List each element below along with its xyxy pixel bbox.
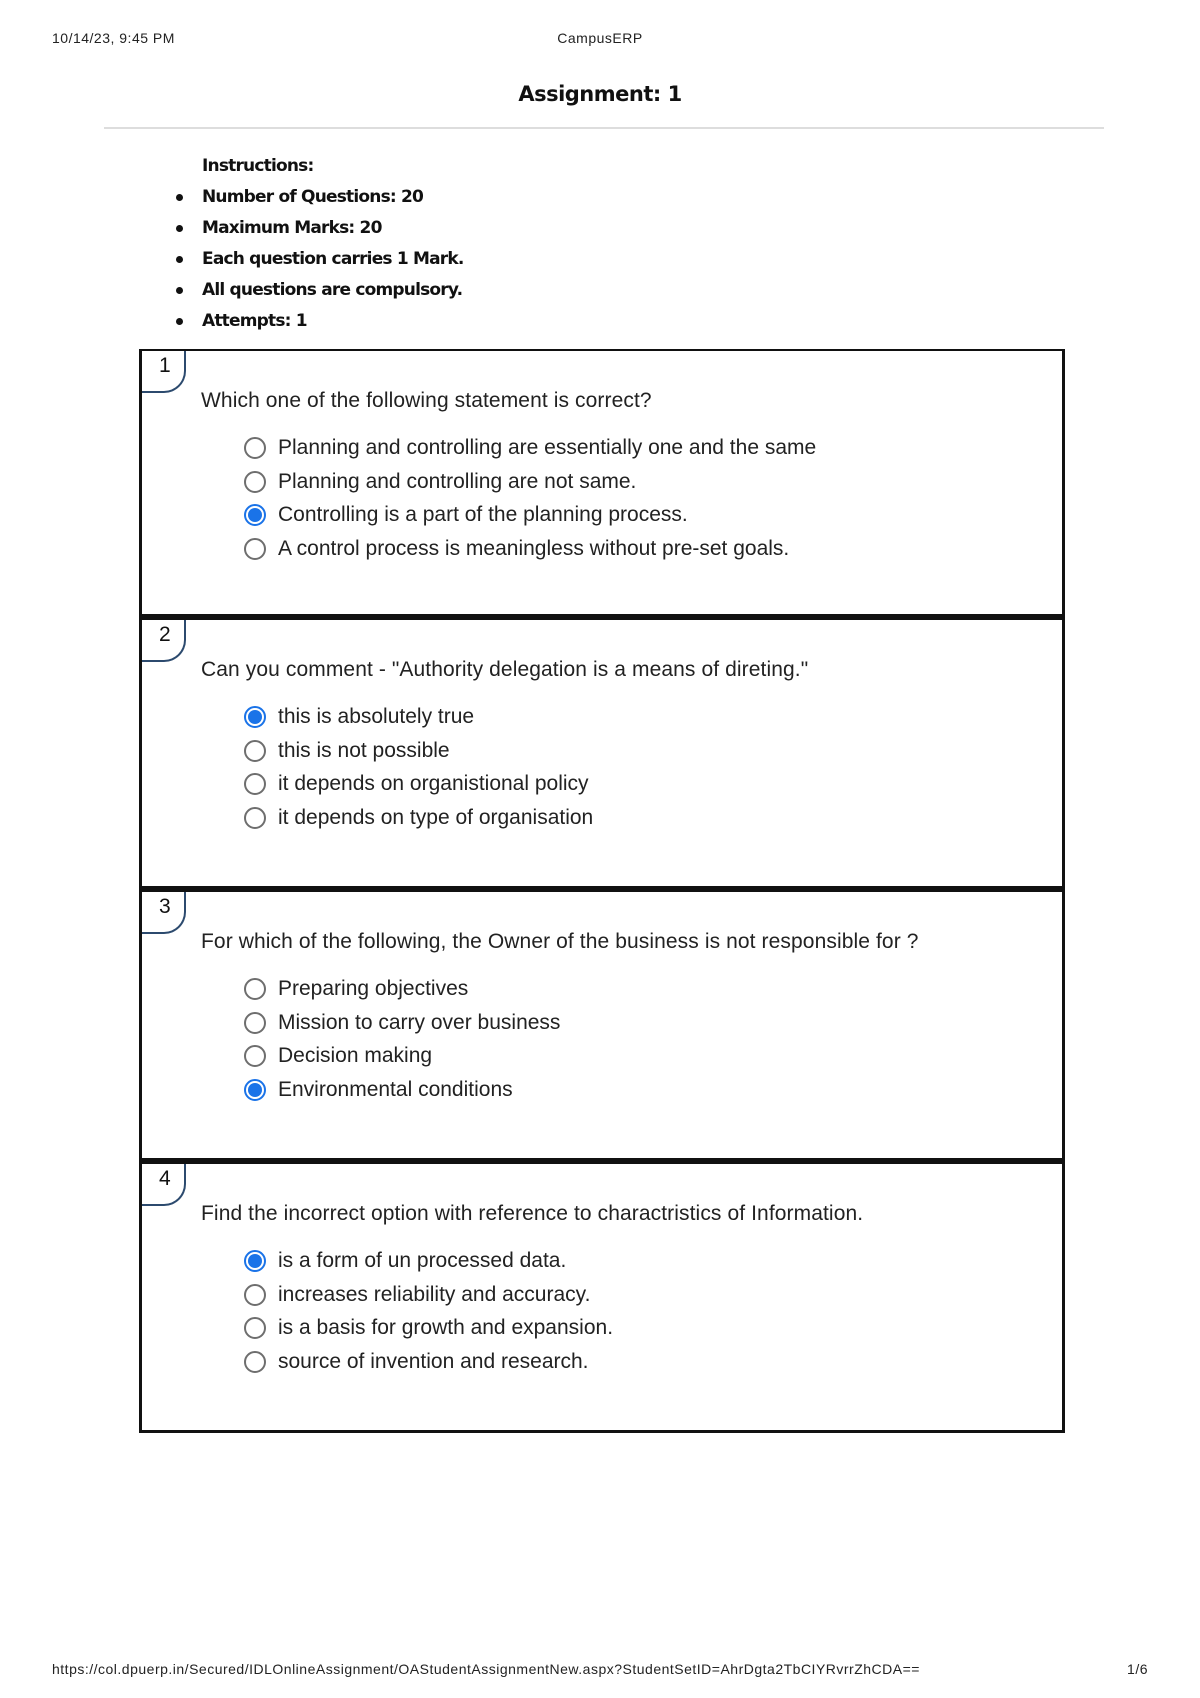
instruction-item: All questions are compulsory. [202, 277, 464, 308]
instruction-item: Number of Questions: 20 [202, 184, 464, 215]
radio-button[interactable] [244, 773, 266, 795]
radio-button[interactable] [244, 538, 266, 560]
question-number: 2 [142, 620, 186, 662]
instructions-heading: Instructions: [202, 156, 314, 176]
instruction-item: Attempts: 1 [202, 308, 464, 339]
question-number: 4 [142, 1164, 186, 1206]
instruction-item: Each question carries 1 Mark. [202, 246, 464, 277]
option-label: is a basis for growth and expansion. [278, 1316, 614, 1339]
instruction-item: Maximum Marks: 20 [202, 215, 464, 246]
radio-button[interactable] [244, 807, 266, 829]
question-number: 1 [142, 351, 186, 393]
bullet-icon [176, 318, 183, 325]
radio-button[interactable] [244, 1317, 266, 1339]
radio-button[interactable] [244, 1079, 266, 1101]
radio-button[interactable] [244, 978, 266, 1000]
bullet-icon [176, 256, 183, 263]
question-text: For which of the following, the Owner of the business is not responsible for ? [201, 930, 919, 953]
option-label: Planning and controlling are essentially one and the same [278, 436, 817, 459]
bullet-icon [176, 194, 183, 201]
question-text: Find the incorrect option with reference to charactristics of Information. [201, 1202, 864, 1225]
title-divider [104, 127, 1104, 129]
print-url: https://col.dpuerp.in/Secured/IDLOnlineAssignment/OAStudentAssignmentNew.aspx?StudentSetID=AhrDgta2TbCIYRvrrZhCDA== [52, 1661, 920, 1677]
print-header [52, 30, 1148, 50]
option-label: A control process is meaningless without pre-set goals. [278, 536, 790, 560]
option-label: Decision making [278, 1044, 433, 1067]
print-datetime: 10/14/23, 9:45 PM [52, 30, 175, 46]
option-label: this is absolutely true [278, 705, 475, 728]
bullet-icon [176, 287, 183, 294]
option-label: it depends on type of organisation [278, 805, 594, 829]
question-card [139, 889, 1065, 1161]
option-label: it depends on organistional policy [278, 772, 589, 795]
option-label: Mission to carry over business [278, 1010, 561, 1034]
option-label: Preparing objectives [278, 977, 469, 1000]
question-card [139, 617, 1065, 889]
option-label: Controlling is a part of the planning process. [278, 503, 688, 526]
option-label: Environmental conditions [278, 1077, 513, 1101]
instructions-block [202, 153, 464, 339]
radio-button[interactable] [244, 437, 266, 459]
bullet-icon [176, 225, 183, 232]
page-title: Assignment: 1 [518, 82, 682, 106]
radio-button[interactable] [244, 1284, 266, 1306]
print-footer [52, 1661, 1148, 1681]
radio-button[interactable] [244, 1250, 266, 1272]
option-label: Planning and controlling are not same. [278, 469, 637, 493]
option-label: is a form of un processed data. [278, 1249, 567, 1272]
radio-button[interactable] [244, 504, 266, 526]
instructions-list [202, 184, 464, 339]
question-text: Can you comment - "Authority delegation is a means of direting." [201, 658, 809, 681]
question-card [139, 349, 1065, 617]
option-label: increases reliability and accuracy. [278, 1282, 591, 1306]
question-text: Which one of the following statement is correct? [201, 389, 652, 412]
question-card [139, 1161, 1065, 1433]
print-site-title: CampusERP [557, 30, 643, 46]
radio-button[interactable] [244, 706, 266, 728]
option-label: source of invention and research. [278, 1349, 589, 1373]
option-label: this is not possible [278, 738, 450, 762]
radio-button[interactable] [244, 1012, 266, 1034]
radio-button[interactable] [244, 1045, 266, 1067]
radio-button[interactable] [244, 740, 266, 762]
question-number: 3 [142, 892, 186, 934]
radio-button[interactable] [244, 471, 266, 493]
page-indicator: 1/6 [1127, 1661, 1148, 1677]
radio-button[interactable] [244, 1351, 266, 1373]
